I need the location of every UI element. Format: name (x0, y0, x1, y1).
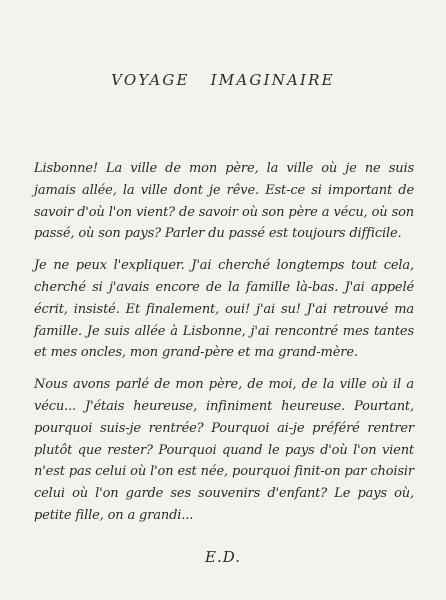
author-signature: E.D. (205, 548, 241, 566)
document-title: VOYAGE IMAGINAIRE (111, 71, 335, 89)
paragraph-2: Je ne peux l'expliquer. J'ai cherché longtemps tout cela, cherché si j'avais encore de la famille là-bas. J'ai appelé écrit, insisté. Et finalement, oui! j'ai su! J'ai retrouvé ma famille. Je suis allée à Lisbonne, j'ai rencontré mes tantes et mes oncles, mon grand-père et ma grand-mère. (34, 258, 414, 361)
paragraph-3: Nous avons parlé de mon père, de moi, de la ville où il a vécu... J'étais heureuse, infiniment heureuse. Pourtant, pourquoi suis-je rentrée? Pourquoi ai-je préféré rentrer plutôt que rester? Pourquoi quand le pays d'où l'on vient n'est pas celui où l'on est née, pourquoi finit-on par choisir celui où l'on garde ses souvenirs d'enfant? Le pays où, petite fille, on a grandi... (34, 377, 414, 523)
document-body (34, 158, 414, 537)
paragraph-1: Lisbonne! La ville de mon père, la ville où je ne suis jamais allée, la ville dont je rêve. Est-ce si important de savoir d'où l'on vient? de savoir où son père a vécu, où son passé, où son pays? Parler du passé est toujours difficile. (34, 161, 414, 242)
